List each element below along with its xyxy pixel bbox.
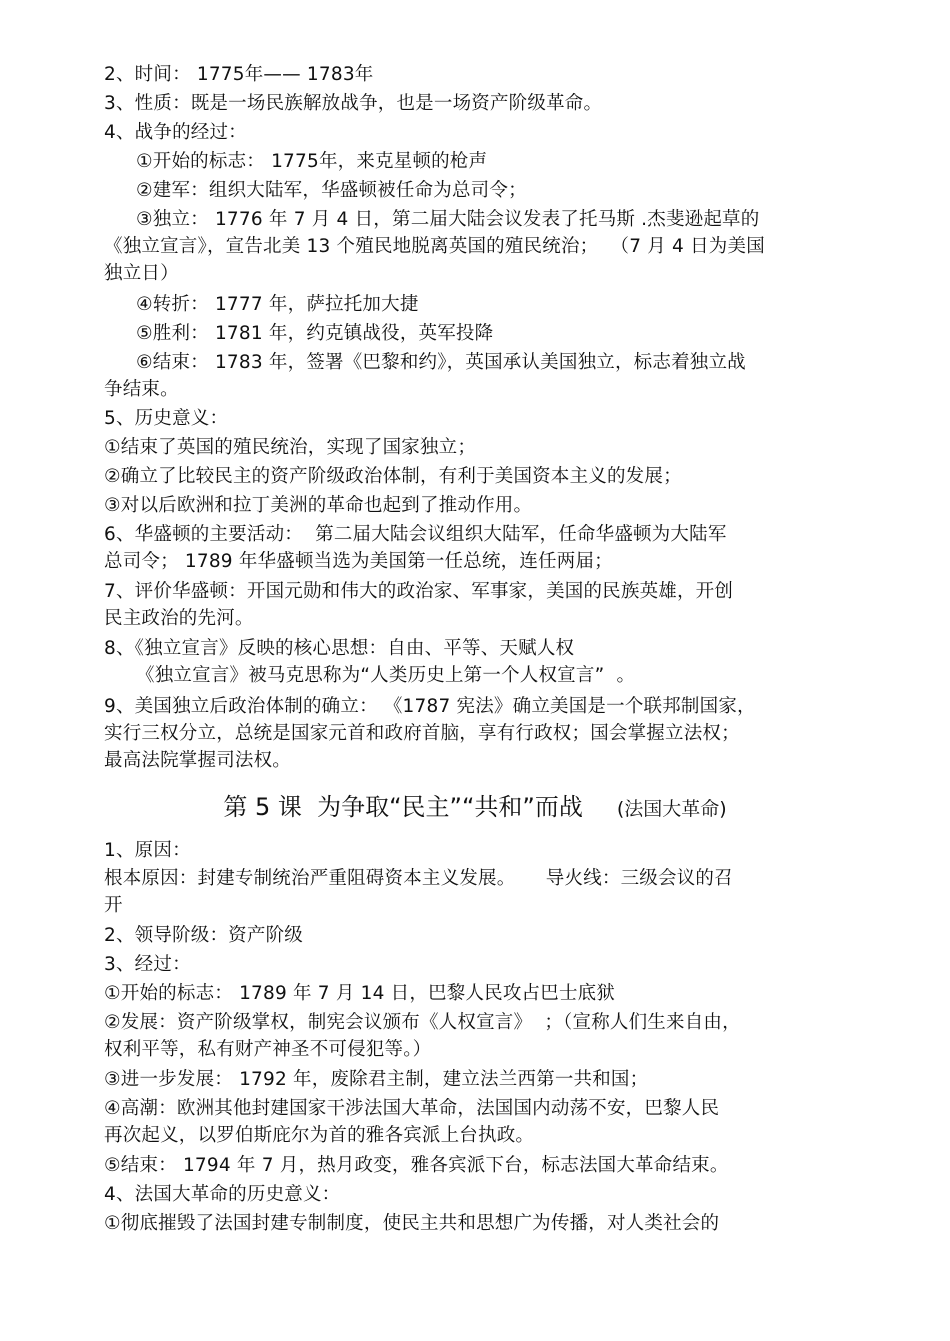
fr-item-1-cause: 1、原因： (104, 840, 191, 861)
lesson-title-sub: (法国大革命) (616, 798, 727, 820)
item-7-evaluation: 7、评价华盛顿：开国元勋和伟大的政治家、军事家，美国的民族英雄，开创 (104, 581, 734, 602)
significance-2: ②确立了比较民主的资产阶级政治体制，有利于美国资本主义的发展； (104, 466, 682, 487)
war-end-line: ⑥结束： 1783 年，签署《巴黎和约》，英国承认美国独立，标志着独立战 (136, 352, 746, 373)
item-9-end: 最高法院掌握司法权。 (104, 750, 292, 771)
war-end-line-cont: 争结束。 (104, 379, 179, 400)
fr-item-4-significance: 4、法国大革命的历史意义： (104, 1184, 341, 1205)
item-3-nature: 3、性质：既是一场民族解放战争，也是一场资产阶级革命。 (104, 93, 603, 114)
fr-item-2-leading-class: 2、领导阶级：资产阶级 (104, 925, 303, 946)
fr-course-development-cont: 权利平等，私有财产神圣不可侵犯等。） (104, 1039, 432, 1060)
independence-line: ③独立： 1776 年 7 月 4 日，第二届大陆会议发表了托马斯 .杰斐逊起草的 (136, 209, 760, 230)
significance-1: ①结束了英国的殖民统治，实现了国家独立； (104, 437, 477, 458)
item-4-heading: 4、战争的经过： (104, 122, 247, 143)
lesson-title-main: 第 5 课 为争取“民主”“共和”而战 (223, 793, 583, 821)
fr-course-development: ②发展：资产阶级掌权，制宪会议颁布《人权宣言》 ；（宣称人们生来自由， (104, 1012, 741, 1033)
fr-root-cause: 根本原因：封建专制统治严重阻碍资本主义发展。 导火线：三级会议的召 (104, 868, 733, 889)
significance-3: ③对以后欧洲和拉丁美洲的革命也起到了推动作用。 (104, 495, 533, 516)
fr-course-climax-cont: 再次起义，以罗伯斯庇尔为首的雅各宾派上台执政。 (104, 1125, 535, 1146)
fr-course-start: ①开始的标志： 1789 年 7 月 14 日，巴黎人民攻占巴士底狱 (104, 983, 616, 1004)
fr-item-3-course: 3、经过： (104, 954, 191, 975)
war-start-line: ①开始的标志： 1775年，来克星顿的枪声 (136, 151, 488, 172)
army-line: ②建军：组织大陆军，华盛顿被任命为总司令； (136, 180, 527, 201)
fr-course-climax: ④高潮：欧洲其他封建国家干涉法国大革命，法国国内动荡不安，巴黎人民 (104, 1098, 720, 1119)
item-6-washington: 6、华盛顿的主要活动： 第二届大陆会议组织大陆军，任命华盛顿为大陆军 (104, 524, 727, 545)
item-8-declaration: 8、《独立宣言》反映的核心思想：自由、平等、天赋人权 (104, 638, 575, 659)
item-8-marx-quote: 《独立宣言》被马克思称为“人类历史上第一个人权宣言” 。 (136, 665, 636, 686)
turning-point-line: ④转折： 1777 年，萨拉托加大捷 (136, 294, 419, 315)
fr-course-further: ③进一步发展： 1792 年，废除君主制，建立法兰西第一共和国； (104, 1069, 649, 1090)
independence-line-end: 独立日） (104, 263, 179, 284)
fr-significance-1: ①彻底摧毁了法国封建专制制度，使民主共和思想广为传播，对人类社会的 (104, 1213, 720, 1234)
fr-root-cause-cont: 开 (104, 895, 123, 916)
item-9-constitution: 9、美国独立后政治体制的确立： 《1787 宪法》确立美国是一个联邦制国家， (104, 696, 756, 717)
item-9-cont: 实行三权分立，总统是国家元首和政府首脑，享有行政权；国会掌握立法权； (104, 723, 740, 744)
fr-course-end: ⑤结束： 1794 年 7 月，热月政变，雅各宾派下台，标志法国大革命结束。 (104, 1155, 729, 1176)
item-7-cont: 民主政治的先河。 (104, 608, 254, 629)
item-5-heading: 5、历史意义： (104, 408, 229, 429)
item-2-time: 2、时间： 1775年—— 1783年 (104, 64, 374, 85)
lesson-5-title (0, 790, 950, 824)
item-6-cont: 总司令； 1789 年华盛顿当选为美国第一任总统，连任两届； (104, 551, 613, 572)
victory-line: ⑤胜利： 1781 年，约克镇战役，英军投降 (136, 323, 494, 344)
independence-line-cont: 《独立宣言》，宣告北美 13 个殖民地脱离英国的殖民统治； （7 月 4 日为美国 (104, 236, 765, 257)
